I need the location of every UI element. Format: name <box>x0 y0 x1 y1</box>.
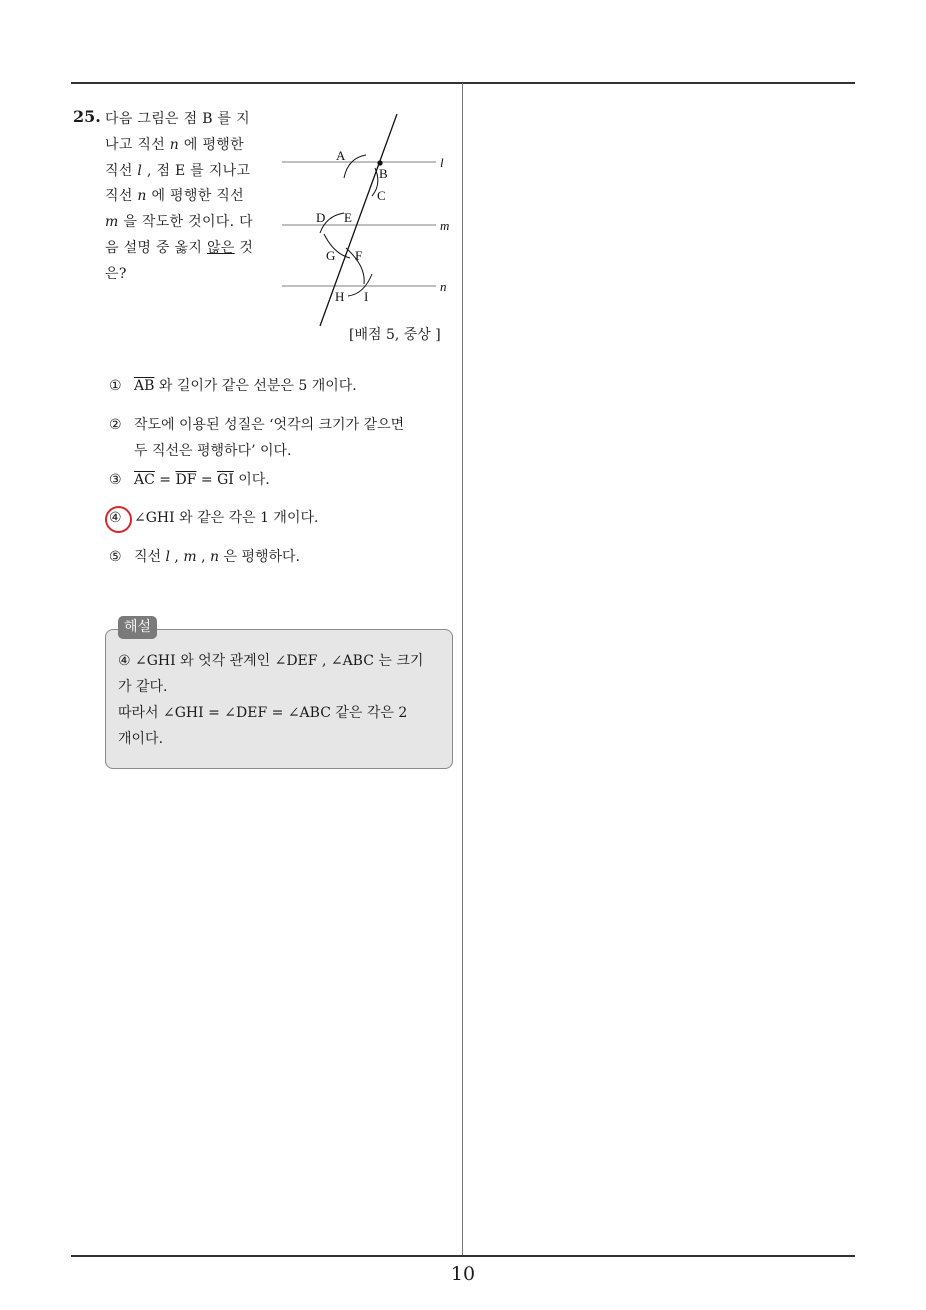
arc-h <box>348 274 372 296</box>
question-text <box>105 107 263 288</box>
label-f: F <box>355 248 363 263</box>
choice-number: ④ <box>109 510 122 526</box>
solution-tag: 해설 <box>118 616 157 639</box>
point-b-dot <box>377 160 382 165</box>
label-h: H <box>335 289 345 304</box>
page-number: 10 <box>450 1263 476 1285</box>
choice-number: ① <box>109 378 122 394</box>
question-line: 직선 n 에 평행한 직선 <box>105 188 244 205</box>
choice-4[interactable]: ④ ∠GHI 와 같은 각은 1 개이다. <box>109 505 318 531</box>
label-l: l <box>440 155 444 170</box>
transversal-line <box>320 114 397 326</box>
label-n: n <box>440 279 447 294</box>
choice-2[interactable]: ② 작도에 이용된 성질은 ‘엇각의 크기가 같으면 두 직선은 평행하다’ 이다. <box>109 412 404 464</box>
solution-text <box>118 648 442 752</box>
question-line: 직선 l , 점 E 를 지나고 <box>105 162 251 179</box>
solution-line: 따라서 ∠GHI = ∠DEF = ∠ABC 같은 각은 2 <box>118 705 408 721</box>
label-m: m <box>440 218 450 233</box>
solution-line: 가 같다. <box>118 679 168 695</box>
construction-figure <box>278 108 468 332</box>
question-line: 은? <box>105 265 127 282</box>
choice-number: ② <box>109 417 122 433</box>
question-line: m 을 작도한 것이다. 다 <box>105 214 253 231</box>
bottom-rule <box>71 1255 855 1257</box>
label-d: D <box>316 210 326 225</box>
solution-line: ④ ∠GHI 와 엇각 관계인 ∠DEF , ∠ABC 는 크기 <box>118 653 424 669</box>
label-g: G <box>326 248 336 263</box>
label-i: I <box>364 289 369 304</box>
top-rule <box>71 82 855 84</box>
choice-number: ⑤ <box>109 549 122 565</box>
solution-line: 개이다. <box>118 731 164 747</box>
label-a: A <box>336 148 346 163</box>
choice-3[interactable]: ③ $\overline{AC} = \overline{DF} = \overline{GI}$ 이다. <box>109 467 270 493</box>
question-number: 25. <box>73 107 101 126</box>
arc-a <box>344 155 366 178</box>
label-c: C <box>377 188 386 203</box>
question-line: 음 설명 중 옳지 않은 것 <box>105 239 254 256</box>
label-b: B <box>379 166 388 181</box>
choice-number: ③ <box>109 472 122 488</box>
question-line: 나고 직선 n 에 평행한 <box>105 136 244 153</box>
choice-1[interactable]: ① $\overline{AB}$ 와 길이가 같은 선분은 5 개이다. <box>109 373 357 399</box>
choice-5[interactable]: ⑤ 직선 l , m , n 은 평행하다. <box>109 544 300 570</box>
score-label: [배점 5, 중상 ] <box>349 327 441 343</box>
label-e: E <box>344 210 352 225</box>
question-line: 다음 그림은 점 B 를 지 <box>105 111 250 127</box>
